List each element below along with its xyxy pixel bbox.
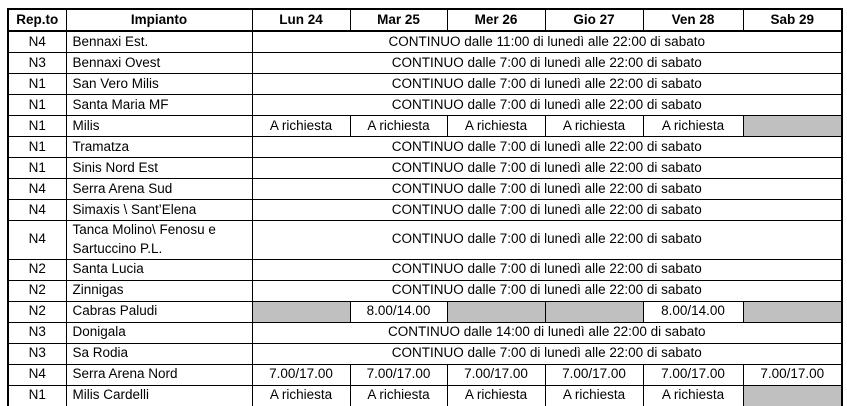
- impianto-cell: Bennaxi Est.: [66, 31, 252, 53]
- impianto-cell: Sinis Nord Est: [66, 158, 252, 179]
- impianto-cell: Sa Rodia: [66, 343, 252, 364]
- impianto-cell: Milis: [66, 116, 252, 137]
- continuous-schedule-cell: CONTINUO dalle 7:00 di lunedì alle 22:00 di sabato: [252, 74, 842, 95]
- impianto-cell: Donigala: [66, 322, 252, 343]
- closed-day-cell: [743, 116, 842, 137]
- rep-to-cell: N2: [8, 280, 66, 301]
- schedule-cell: 7.00/17.00: [743, 364, 842, 385]
- impianto-cell: Bennaxi Ovest: [66, 53, 252, 74]
- column-header-sab-29: Sab 29: [743, 9, 842, 31]
- table-row: [8, 343, 842, 364]
- column-header-mer-26: Mer 26: [447, 9, 545, 31]
- schedule-cell: A richiesta: [643, 116, 743, 137]
- rep-to-cell: N4: [8, 364, 66, 385]
- schedule-cell: 8.00/14.00: [350, 301, 447, 322]
- schedule-cell: A richiesta: [545, 116, 643, 137]
- continuous-schedule-cell: CONTINUO dalle 7:00 di lunedì alle 22:00 di sabato: [252, 95, 842, 116]
- rep-to-cell: N1: [8, 95, 66, 116]
- schedule-cell: A richiesta: [643, 385, 743, 406]
- rep-to-cell: N2: [8, 259, 66, 280]
- rep-to-cell: N1: [8, 137, 66, 158]
- rep-to-cell: N3: [8, 53, 66, 74]
- column-header-mar-25: Mar 25: [350, 9, 447, 31]
- continuous-schedule-cell: CONTINUO dalle 7:00 di lunedì alle 22:00 di sabato: [252, 179, 842, 200]
- impianto-cell: Milis Cardelli: [66, 385, 252, 406]
- table-row: [8, 385, 842, 406]
- continuous-schedule-cell: CONTINUO dalle 7:00 di lunedì alle 22:00 di sabato: [252, 200, 842, 221]
- table-row: [8, 301, 842, 322]
- continuous-schedule-cell: CONTINUO dalle 11:00 di lunedì alle 22:00 di sabato: [252, 31, 842, 53]
- impianto-cell: Zinnigas: [66, 280, 252, 301]
- table-row: [8, 53, 842, 74]
- continuous-schedule-cell: CONTINUO dalle 7:00 di lunedì alle 22:00 di sabato: [252, 158, 842, 179]
- impianto-cell: Serra Arena Nord: [66, 364, 252, 385]
- table-row: [8, 31, 842, 53]
- column-header-impianto: Impianto: [66, 9, 252, 31]
- continuous-schedule-cell: CONTINUO dalle 7:00 di lunedì alle 22:00 di sabato: [252, 137, 842, 158]
- rep-to-cell: N4: [8, 221, 66, 260]
- column-header-rep-to: Rep.to: [8, 9, 66, 31]
- schedule-cell: 7.00/17.00: [447, 364, 545, 385]
- continuous-schedule-cell: CONTINUO dalle 7:00 di lunedì alle 22:00 di sabato: [252, 280, 842, 301]
- schedule-cell: A richiesta: [447, 385, 545, 406]
- rep-to-cell: N2: [8, 301, 66, 322]
- rep-to-cell: N1: [8, 385, 66, 406]
- schedule-cell: 7.00/17.00: [252, 364, 350, 385]
- table-row: [8, 364, 842, 385]
- closed-day-cell: [447, 301, 545, 322]
- impianto-cell: San Vero Milis: [66, 74, 252, 95]
- rep-to-cell: N1: [8, 158, 66, 179]
- rep-to-cell: N4: [8, 179, 66, 200]
- schedule-cell: A richiesta: [252, 116, 350, 137]
- table-header: [8, 9, 842, 31]
- rep-to-cell: N1: [8, 116, 66, 137]
- column-header-lun-24: Lun 24: [252, 9, 350, 31]
- shift-schedule-table: [7, 8, 843, 406]
- continuous-schedule-cell: CONTINUO dalle 14:00 di lunedì alle 22:00 di sabato: [252, 322, 842, 343]
- table-row: [8, 137, 842, 158]
- continuous-schedule-cell: CONTINUO dalle 7:00 di lunedì alle 22:00 di sabato: [252, 53, 842, 74]
- continuous-schedule-cell: CONTINUO dalle 7:00 di lunedì alle 22:00 di sabato: [252, 221, 842, 260]
- impianto-cell: Serra Arena Sud: [66, 179, 252, 200]
- rep-to-cell: N3: [8, 322, 66, 343]
- table-row: [8, 200, 842, 221]
- closed-day-cell: [743, 301, 842, 322]
- table-body: [8, 31, 842, 406]
- impianto-cell: Tanca Molino\ Fenosu e Sartuccino P.L.: [66, 221, 252, 260]
- continuous-schedule-cell: CONTINUO dalle 7:00 di lunedì alle 22:00 di sabato: [252, 259, 842, 280]
- schedule-cell: A richiesta: [252, 385, 350, 406]
- impianto-cell: Tramatza: [66, 137, 252, 158]
- table-row: [8, 259, 842, 280]
- schedule-cell: A richiesta: [545, 385, 643, 406]
- schedule-cell: A richiesta: [447, 116, 545, 137]
- table-row: [8, 322, 842, 343]
- schedule-cell: 7.00/17.00: [643, 364, 743, 385]
- impianto-cell: Santa Lucia: [66, 259, 252, 280]
- table-row: [8, 158, 842, 179]
- impianto-cell: Simaxis \ Sant’Elena: [66, 200, 252, 221]
- continuous-schedule-cell: CONTINUO dalle 7:00 di lunedì alle 22:00 di sabato: [252, 343, 842, 364]
- rep-to-cell: N3: [8, 343, 66, 364]
- schedule-cell: 7.00/17.00: [350, 364, 447, 385]
- closed-day-cell: [743, 385, 842, 406]
- header-row: [8, 9, 842, 31]
- rep-to-cell: N1: [8, 74, 66, 95]
- closed-day-cell: [545, 301, 643, 322]
- closed-day-cell: [252, 301, 350, 322]
- table-row: [8, 280, 842, 301]
- impianto-cell: Cabras Paludi: [66, 301, 252, 322]
- column-header-ven-28: Ven 28: [643, 9, 743, 31]
- schedule-cell: A richiesta: [350, 385, 447, 406]
- schedule-cell: 7.00/17.00: [545, 364, 643, 385]
- impianto-cell: Santa Maria MF: [66, 95, 252, 116]
- table-row: [8, 179, 842, 200]
- rep-to-cell: N4: [8, 200, 66, 221]
- column-header-gio-27: Gio 27: [545, 9, 643, 31]
- table-row: [8, 74, 842, 95]
- schedule-cell: A richiesta: [350, 116, 447, 137]
- rep-to-cell: N4: [8, 31, 66, 53]
- table-row: [8, 116, 842, 137]
- table-row: [8, 221, 842, 260]
- schedule-cell: 8.00/14.00: [643, 301, 743, 322]
- table-row: [8, 95, 842, 116]
